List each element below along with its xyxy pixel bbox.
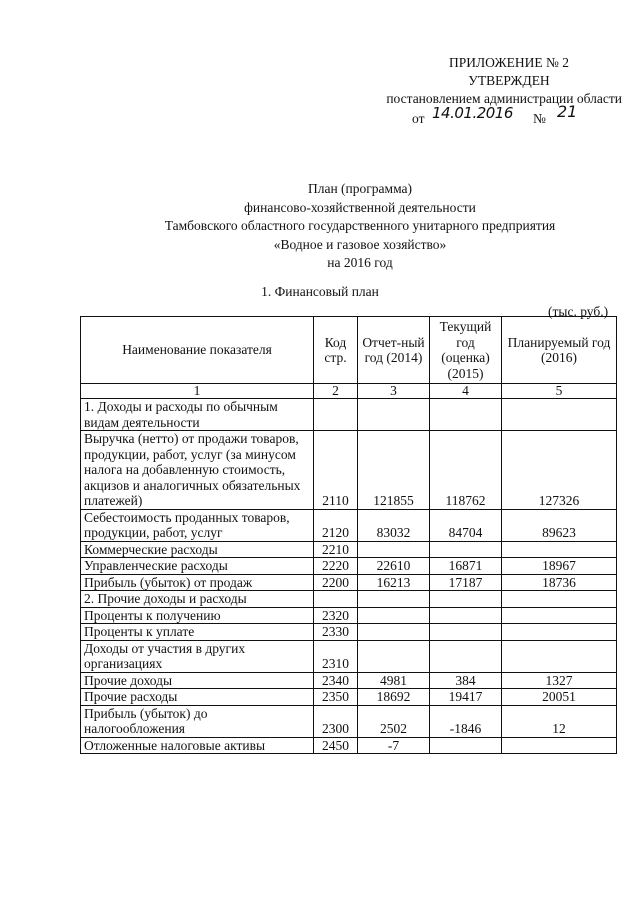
row-planned (502, 640, 617, 672)
table-row (81, 574, 617, 591)
header-planned: Планируемый год (2016) (502, 317, 617, 384)
table-row (81, 689, 617, 706)
approved-label: УТВЕРЖДЕН (468, 73, 550, 88)
table-row (81, 431, 617, 510)
table-row (81, 509, 617, 541)
row-current (430, 591, 502, 608)
row-planned: 12 (502, 705, 617, 737)
table-row (81, 541, 617, 558)
row-code: 2200 (314, 574, 358, 591)
row-name: Прочие доходы (81, 672, 314, 689)
row-code: 2300 (314, 705, 358, 737)
row-current: 84704 (430, 509, 502, 541)
resolution-label: постановлением администрации области (386, 91, 622, 106)
row-current: -1846 (430, 705, 502, 737)
title-line-5: на 2016 год (327, 255, 393, 270)
row-code: 2340 (314, 672, 358, 689)
row-current (430, 624, 502, 641)
header-current: Текущий год (оценка) (2015) (430, 317, 502, 384)
row-reported: 2502 (358, 705, 430, 737)
row-current (430, 399, 502, 431)
row-planned: 20051 (502, 689, 617, 706)
row-name: Прочие расходы (81, 689, 314, 706)
row-planned: 18967 (502, 558, 617, 575)
row-reported: -7 (358, 737, 430, 754)
row-reported: 4981 (358, 672, 430, 689)
row-reported: 83032 (358, 509, 430, 541)
table-row (81, 705, 617, 737)
handwritten-number: 21 (557, 102, 578, 121)
row-name: Себестоимость проданных товаров, продукции, работ, услуг (81, 509, 314, 541)
row-planned: 18736 (502, 574, 617, 591)
row-name: Коммерческие расходы (81, 541, 314, 558)
row-planned (502, 591, 617, 608)
row-current (430, 640, 502, 672)
row-current: 384 (430, 672, 502, 689)
row-planned (502, 541, 617, 558)
row-code: 2110 (314, 431, 358, 510)
row-planned: 89623 (502, 509, 617, 541)
row-name: Отложенные налоговые активы (81, 737, 314, 754)
row-name: Проценты к получению (81, 607, 314, 624)
row-code (314, 591, 358, 608)
row-planned (502, 624, 617, 641)
row-code: 2450 (314, 737, 358, 754)
row-code: 2210 (314, 541, 358, 558)
row-reported (358, 640, 430, 672)
row-code: 2330 (314, 624, 358, 641)
row-current: 118762 (430, 431, 502, 510)
column-index: 4 (430, 384, 502, 399)
row-name: Проценты к уплате (81, 624, 314, 641)
row-code (314, 399, 358, 431)
column-index: 1 (81, 384, 314, 399)
title-line-4: «Водное и газовое хозяйство» (273, 236, 447, 252)
row-reported: 18692 (358, 689, 430, 706)
column-index-row (81, 384, 617, 399)
row-code: 2320 (314, 607, 358, 624)
column-index: 3 (358, 384, 430, 399)
section-title: 1. Финансовый план (261, 284, 379, 299)
row-code: 2350 (314, 689, 358, 706)
row-current (430, 541, 502, 558)
column-index: 2 (314, 384, 358, 399)
header-reported: Отчет-ный год (2014) (358, 317, 430, 384)
date-label: от (412, 111, 425, 126)
row-name: Прибыль (убыток) от продаж (81, 574, 314, 591)
row-name: Прибыль (убыток) до налогообложения (81, 705, 314, 737)
row-planned (502, 399, 617, 431)
table-row (81, 607, 617, 624)
row-name: Доходы от участия в других организациях (81, 640, 314, 672)
appendix-label: ПРИЛОЖЕНИЕ № 2 (448, 55, 570, 70)
row-current: 19417 (430, 689, 502, 706)
row-reported (358, 624, 430, 641)
row-name: Управленческие расходы (81, 558, 314, 575)
financial-plan-table (80, 316, 617, 754)
row-reported: 22610 (358, 558, 430, 575)
table-row (81, 737, 617, 754)
row-reported (358, 541, 430, 558)
column-index: 5 (502, 384, 617, 399)
row-reported (358, 399, 430, 431)
row-name: 1. Доходы и расходы по обычным видам деятельности (81, 399, 314, 431)
row-current: 17187 (430, 574, 502, 591)
row-reported: 16213 (358, 574, 430, 591)
row-current (430, 737, 502, 754)
row-reported (358, 607, 430, 624)
row-reported: 121855 (358, 431, 430, 510)
row-code: 2220 (314, 558, 358, 575)
title-line-2: финансово-хозяйственной деятельности (244, 199, 476, 215)
title-line-1: План (программа) (307, 181, 413, 196)
row-planned: 1327 (502, 672, 617, 689)
table-header-row (81, 317, 617, 384)
row-code: 2310 (314, 640, 358, 672)
table-row (81, 591, 617, 608)
table-row (81, 624, 617, 641)
row-current (430, 607, 502, 624)
title-line-3: Тамбовского областного государственного унитарного предприятия (164, 218, 556, 233)
row-code: 2120 (314, 509, 358, 541)
table-row (81, 640, 617, 672)
header-code: Код стр. (314, 317, 358, 384)
units-label: (тыс. руб.) (548, 304, 609, 319)
row-planned: 127326 (502, 431, 617, 510)
table-row (81, 672, 617, 689)
document-title (80, 180, 640, 273)
date-number-line (330, 102, 622, 130)
row-planned (502, 737, 617, 754)
row-reported (358, 591, 430, 608)
table-row (81, 399, 617, 431)
table-row (81, 558, 617, 575)
row-planned (502, 607, 617, 624)
row-current: 16871 (430, 558, 502, 575)
handwritten-date: 14.01.2016 (432, 104, 513, 122)
row-name: 2. Прочие доходы и расходы (81, 591, 314, 608)
number-label: № (533, 111, 546, 126)
approval-block (330, 54, 622, 130)
row-name: Выручка (нетто) от продажи товаров, продукции, работ, услуг (за минусом налога на добавленную стоимость, акцизов и аналогичных обязательных платежей) (81, 431, 314, 510)
header-name: Наименование показателя (81, 317, 314, 384)
